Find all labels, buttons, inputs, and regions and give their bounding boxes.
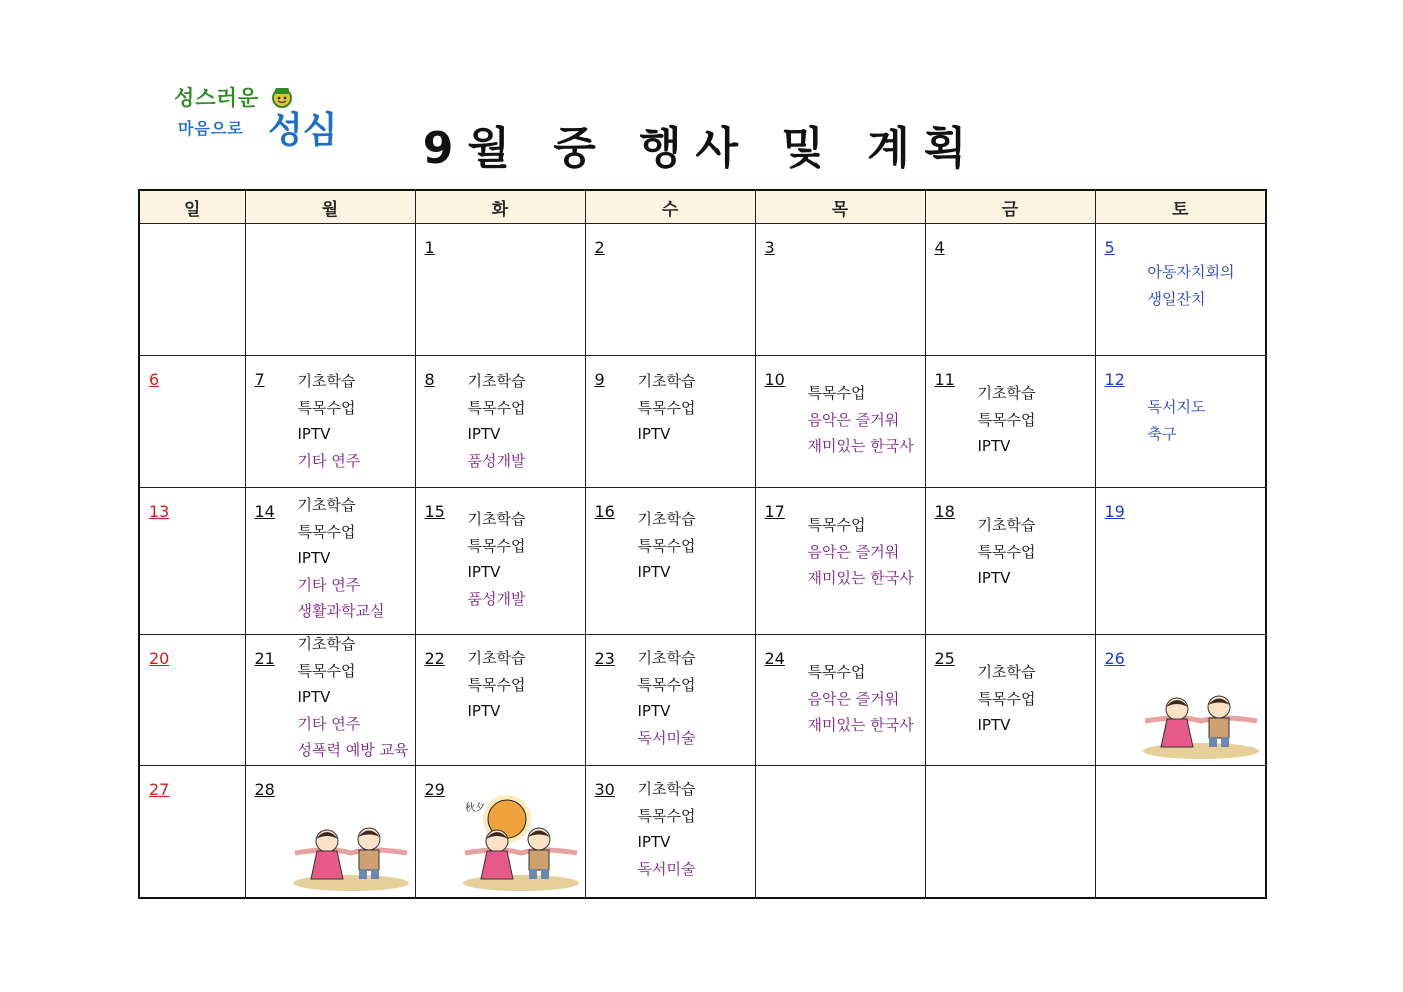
event-item: 특목수업 <box>807 663 866 681</box>
event-list <box>298 492 411 625</box>
event-list <box>638 368 751 448</box>
event-item: 특목수업 <box>977 410 1036 429</box>
event-item: 기초학습 <box>977 516 1036 534</box>
day-number: 22 <box>424 649 445 668</box>
event-item: 생일잔치 <box>1147 289 1206 308</box>
event-item: 기초학습 <box>977 384 1036 402</box>
day-cell[interactable] <box>585 766 755 899</box>
weekday-header: 월 <box>245 190 415 224</box>
event-item: IPTV <box>297 688 331 706</box>
weekday-header: 토 <box>1095 190 1266 224</box>
event-item: 독서미술 <box>637 728 696 747</box>
event-list <box>298 368 411 474</box>
day-cell[interactable] <box>245 488 415 635</box>
day-cell[interactable] <box>1095 766 1266 899</box>
event-item: 기초학습 <box>977 663 1036 681</box>
day-number: 4 <box>934 238 945 257</box>
day-cell[interactable] <box>925 635 1095 766</box>
event-item: IPTV <box>637 833 671 851</box>
calendar-table <box>138 189 1267 899</box>
event-list <box>808 512 921 592</box>
event-item: 특목수업 <box>977 689 1036 708</box>
day-number: 13 <box>149 502 170 521</box>
event-list <box>298 631 411 764</box>
event-item: IPTV <box>467 702 501 720</box>
event-list <box>978 659 1091 739</box>
chuseok-caption: 秋夕 <box>464 803 485 814</box>
chuseok-moon-kids-illustration <box>461 791 579 891</box>
week-row <box>139 224 1266 356</box>
day-cell[interactable] <box>1095 488 1266 635</box>
day-cell[interactable] <box>415 488 585 635</box>
day-cell[interactable] <box>925 766 1095 899</box>
event-item: 품성개발 <box>467 451 526 470</box>
day-cell[interactable] <box>415 356 585 488</box>
event-item: 기초학습 <box>637 780 696 798</box>
event-item: 기초학습 <box>467 372 526 390</box>
day-cell[interactable] <box>139 224 245 356</box>
week-row <box>139 356 1266 488</box>
event-item: 독서미술 <box>637 859 696 878</box>
event-list <box>978 512 1091 592</box>
day-number: 8 <box>424 370 435 389</box>
day-number: 27 <box>149 780 170 799</box>
event-item: 재미있는 한국사 <box>807 437 914 455</box>
event-item: 기타 연주 <box>297 714 361 733</box>
event-item: IPTV <box>977 569 1011 587</box>
day-cell[interactable] <box>139 356 245 488</box>
event-item: 특목수업 <box>467 398 526 417</box>
day-number: 9 <box>594 370 605 389</box>
event-item: 성폭력 예방 교육 <box>297 741 409 759</box>
day-cell[interactable] <box>755 766 925 899</box>
day-number: 6 <box>149 370 160 389</box>
day-number: 14 <box>254 502 275 521</box>
event-list <box>468 368 581 474</box>
event-item: 독서지도 <box>1147 398 1206 416</box>
day-number: 16 <box>594 502 615 521</box>
kids-illustration <box>291 791 409 891</box>
event-item: IPTV <box>467 563 501 581</box>
weekday-header: 금 <box>925 190 1095 224</box>
event-list <box>468 645 581 725</box>
event-item: 특목수업 <box>637 675 696 694</box>
week-row <box>139 766 1266 899</box>
logo-text-line1: 성스러운 <box>174 86 260 110</box>
day-number: 26 <box>1104 649 1125 668</box>
event-item: 재미있는 한국사 <box>807 569 914 587</box>
day-cell[interactable] <box>1095 356 1266 488</box>
event-item: IPTV <box>637 425 671 443</box>
day-cell[interactable] <box>755 224 925 356</box>
day-number: 20 <box>149 649 170 668</box>
day-cell[interactable] <box>585 356 755 488</box>
day-number: 29 <box>424 780 445 799</box>
event-item: 기초학습 <box>637 372 696 390</box>
day-number: 19 <box>1104 502 1125 521</box>
week-row <box>139 635 1266 766</box>
day-cell[interactable] <box>245 766 415 899</box>
weekday-header: 화 <box>415 190 585 224</box>
event-item: 기타 연주 <box>297 575 361 594</box>
day-cell[interactable] <box>139 766 245 899</box>
day-cell[interactable] <box>755 635 925 766</box>
event-item: 음악은 즐거워 <box>807 410 900 429</box>
event-item: 기초학습 <box>297 635 356 653</box>
day-cell[interactable] <box>415 224 585 356</box>
event-item: 기초학습 <box>637 510 696 528</box>
event-item: 기초학습 <box>467 649 526 667</box>
event-item: 아동자치회의 <box>1147 263 1235 281</box>
page-title: 9월 중 행사 및 계획 <box>422 123 981 174</box>
event-item: 특목수업 <box>297 398 356 417</box>
event-list <box>978 380 1091 460</box>
event-list <box>638 506 751 586</box>
event-item: 특목수업 <box>467 675 526 694</box>
event-item: 음악은 즐거워 <box>807 689 900 708</box>
weekday-header: 수 <box>585 190 755 224</box>
day-cell[interactable] <box>925 488 1095 635</box>
event-item: 생활과학교실 <box>297 602 385 620</box>
day-number: 25 <box>934 649 955 668</box>
day-number: 5 <box>1104 238 1115 257</box>
day-cell[interactable] <box>415 635 585 766</box>
event-item: 축구 <box>1147 424 1177 443</box>
kids-illustration <box>1141 659 1259 759</box>
event-item: IPTV <box>977 437 1011 455</box>
day-number: 24 <box>764 649 785 668</box>
event-item: 기초학습 <box>467 510 526 528</box>
event-list <box>808 659 921 739</box>
day-cell[interactable] <box>585 488 755 635</box>
event-item: 기초학습 <box>637 649 696 667</box>
day-number: 12 <box>1104 370 1125 389</box>
event-item: IPTV <box>637 702 671 720</box>
day-cell[interactable] <box>139 488 245 635</box>
day-number: 1 <box>424 238 435 257</box>
logo-text-line2: 마음으로 <box>178 119 244 138</box>
day-cell[interactable] <box>585 635 755 766</box>
day-cell[interactable] <box>139 635 245 766</box>
day-cell[interactable] <box>585 224 755 356</box>
day-number: 10 <box>764 370 785 389</box>
week-row <box>139 488 1266 635</box>
day-number: 18 <box>934 502 955 521</box>
event-item: 특목수업 <box>637 398 696 417</box>
event-item: 품성개발 <box>467 589 526 608</box>
event-item: 특목수업 <box>637 536 696 555</box>
event-item: IPTV <box>637 563 671 581</box>
day-cell[interactable] <box>925 356 1095 488</box>
event-item: 특목수업 <box>297 522 356 541</box>
day-number: 3 <box>764 238 775 257</box>
event-item: IPTV <box>977 716 1011 734</box>
day-cell[interactable] <box>755 488 925 635</box>
event-item: 기초학습 <box>297 496 356 514</box>
event-list <box>1148 259 1262 312</box>
day-number: 30 <box>594 780 615 799</box>
day-number: 15 <box>424 502 445 521</box>
day-cell[interactable] <box>1095 224 1266 356</box>
day-cell[interactable] <box>755 356 925 488</box>
event-item: 특목수업 <box>807 384 866 402</box>
day-number: 7 <box>254 370 265 389</box>
weekday-header: 목 <box>755 190 925 224</box>
day-number: 28 <box>254 780 275 799</box>
day-cell[interactable] <box>245 635 415 766</box>
event-item: IPTV <box>297 549 331 567</box>
event-item: 재미있는 한국사 <box>807 716 914 734</box>
event-item: 특목수업 <box>977 542 1036 561</box>
logo-text-big: 성심 <box>268 110 338 151</box>
day-number: 23 <box>594 649 615 668</box>
day-number: 17 <box>764 502 785 521</box>
event-list <box>638 645 751 751</box>
day-number: 2 <box>594 238 605 257</box>
event-item: IPTV <box>467 425 501 443</box>
event-list <box>1148 394 1262 447</box>
event-list <box>638 776 751 882</box>
event-list <box>808 380 921 460</box>
weekday-header-row <box>139 190 1266 224</box>
day-cell[interactable] <box>245 356 415 488</box>
day-cell[interactable] <box>245 224 415 356</box>
event-item: 특목수업 <box>637 806 696 825</box>
day-cell[interactable] <box>925 224 1095 356</box>
event-list <box>468 506 581 612</box>
event-item: 특목수업 <box>467 536 526 555</box>
event-item: 기초학습 <box>297 372 356 390</box>
event-item: 특목수업 <box>297 661 356 680</box>
weekday-header: 일 <box>139 190 245 224</box>
event-item: 기타 연주 <box>297 451 361 470</box>
day-cell[interactable] <box>1095 635 1266 766</box>
event-item: 음악은 즐거워 <box>807 542 900 561</box>
event-item: 특목수업 <box>807 516 866 534</box>
event-item: IPTV <box>297 425 331 443</box>
day-number: 21 <box>254 649 275 668</box>
day-number: 11 <box>934 370 955 389</box>
day-cell[interactable] <box>415 766 585 899</box>
